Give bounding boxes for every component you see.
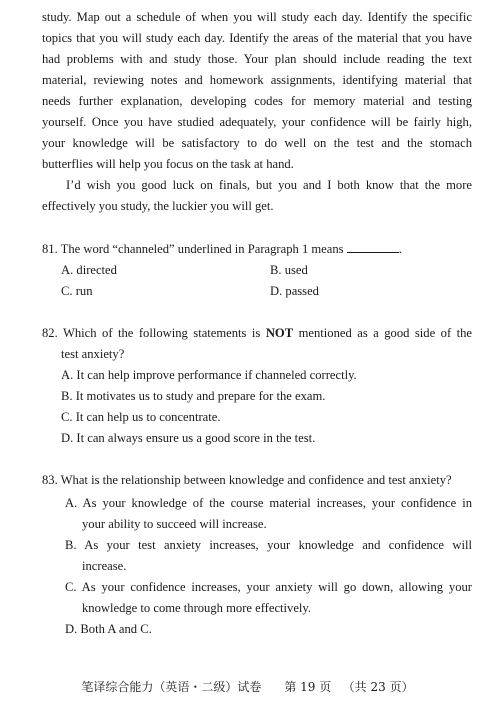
option-b-line-1: B. As your test anxiety increases, your knowledge and confidence will [65, 538, 472, 552]
question-stem-part: 82. Which of the following statements is [42, 326, 261, 340]
option-a: A. It can help improve performance if channeled correctly. [61, 368, 357, 382]
question-81 [42, 239, 472, 302]
reading-passage [42, 7, 472, 217]
passage-line: your knowledge will be satisfactory to do well on the test and the stomach [42, 136, 472, 150]
total-pages: （共 23 页） [342, 680, 414, 694]
question-83 [42, 470, 472, 640]
option-a-line-2: your ability to succeed will increase. [82, 517, 267, 531]
passage-line: butterflies will help you focus on the task at hand. [42, 157, 294, 171]
option-a-line-1: A. As your knowledge of the course material increases, your confidence in [65, 496, 472, 510]
question-stem-continued: test anxiety? [61, 347, 125, 361]
option-c: C. run [61, 284, 93, 298]
answer-blank [347, 239, 399, 253]
passage-line: had problems with and study those. Your plan should include reading the text [42, 52, 472, 66]
option-d: D. It can always ensure us a good score in the test. [61, 431, 316, 445]
question-stem-text: 81. The word “channeled” underlined in Paragraph 1 means [42, 242, 344, 256]
question-stem [42, 323, 472, 344]
question-stem [42, 239, 472, 260]
option-b-line-2: increase. [82, 559, 127, 573]
passage-line: material, reviewing notes and homework assignments, identifying material that [42, 73, 472, 87]
emphasis-not: NOT [265, 326, 294, 340]
exam-title: 笔译综合能力（英语・二级）试卷 [81, 680, 262, 694]
closing-paragraph-line: effectively you study, the luckier you will get. [42, 199, 274, 213]
passage-line: study. Map out a schedule of when you will study each day. Identify the specific [42, 10, 472, 24]
option-c-line-1: C. As your confidence increases, your anxiety will go down, allowing your [65, 580, 472, 594]
passage-line: yourself. Once you have studied adequately, your confidence will be fairly high, [42, 115, 472, 129]
option-c-line-2: knowledge to come through more effectively. [82, 601, 312, 615]
option-d: D. passed [270, 284, 319, 298]
option-c [42, 577, 472, 619]
option-b [42, 535, 472, 577]
option-b: B. used [270, 263, 308, 277]
options-grid [42, 260, 472, 302]
passage-line: topics that you will study each day. Identify the areas of the material that you have [42, 31, 472, 45]
question-stem-end: . [398, 242, 402, 256]
passage-line: needs further explanation, developing codes for memory material and testing [42, 94, 472, 108]
option-c: C. It can help us to concentrate. [61, 410, 221, 424]
option-d: D. Both A and C. [65, 622, 152, 636]
option-a: A. directed [61, 263, 117, 277]
question-82 [42, 323, 472, 449]
page-footer [0, 677, 495, 698]
closing-paragraph-line: I’d wish you good luck on finals, but you and I both know that the more [66, 178, 472, 192]
option-b: B. It motivates us to study and prepare for the exam. [61, 389, 326, 403]
question-stem-part: mentioned as a good side of the [298, 326, 473, 340]
page-number: 第 19 页 [284, 680, 332, 694]
option-a [42, 493, 472, 535]
question-stem: 83. What is the relationship between knowledge and confidence and test anxiety? [42, 473, 452, 487]
